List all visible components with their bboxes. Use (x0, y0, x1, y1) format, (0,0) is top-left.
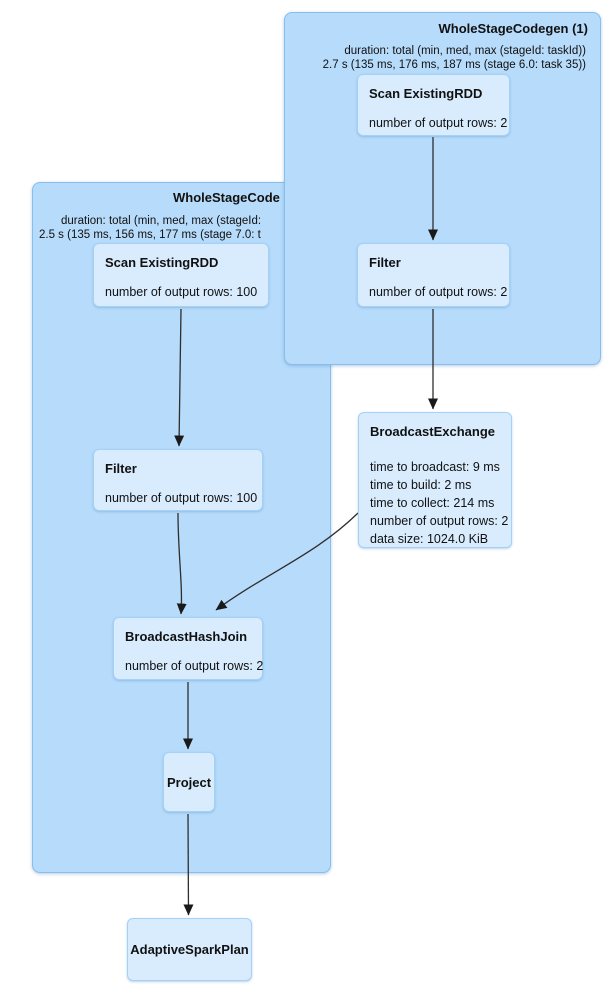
node-metric: time to collect: 214 ms (370, 496, 495, 510)
cluster-duration-label: duration: total (min, med, max (stageId: taskId)) (344, 45, 586, 57)
node-metric: number of output rows: 2 (125, 659, 264, 673)
node-metric: number of output rows: 2 (370, 514, 509, 528)
node-project[interactable] (163, 752, 215, 812)
node-title: Scan ExistingRDD (105, 255, 219, 270)
node-title: BroadcastExchange (370, 424, 495, 439)
node-broadcast-hash-join[interactable] (113, 617, 263, 680)
cluster-duration-label: duration: total (min, med, max (stageId: (61, 215, 262, 227)
cluster-duration-value: 2.5 s (135 ms, 156 ms, 177 ms (stage 7.0: t (39, 228, 261, 241)
cluster-duration-value: 2.7 s (135 ms, 176 ms, 187 ms (stage 6.0: task 35)) (322, 58, 586, 71)
node-metric: number of output rows: 2 (369, 116, 508, 130)
node-title: BroadcastHashJoin (125, 629, 248, 644)
node-metric: number of output rows: 100 (105, 285, 258, 299)
cluster-wholestagecodegen-1 (284, 12, 601, 365)
node-filter-1[interactable] (357, 243, 510, 307)
node-adaptive-spark-plan[interactable] (127, 918, 252, 981)
node-metric: number of output rows: 100 (105, 491, 258, 505)
node-filter-2[interactable] (93, 449, 263, 511)
cluster-title: WholeStageCode (173, 190, 280, 205)
node-metric: time to build: 2 ms (370, 478, 472, 492)
node-scan-existingrdd-1[interactable] (357, 74, 510, 136)
node-title: Filter (105, 461, 137, 476)
node-title: Project (166, 774, 212, 790)
cluster-title: WholeStageCodegen (1) (438, 21, 588, 36)
node-metric: number of output rows: 2 (369, 285, 508, 299)
node-title: Filter (369, 255, 401, 270)
node-metric: time to broadcast: 9 ms (370, 460, 500, 474)
node-metric: data size: 1024.0 KiB (370, 532, 489, 546)
node-title: AdaptiveSparkPlan (130, 942, 249, 957)
node-scan-existingrdd-2[interactable] (93, 243, 269, 307)
node-broadcast-exchange[interactable] (358, 412, 512, 548)
node-title: Scan ExistingRDD (369, 86, 483, 101)
